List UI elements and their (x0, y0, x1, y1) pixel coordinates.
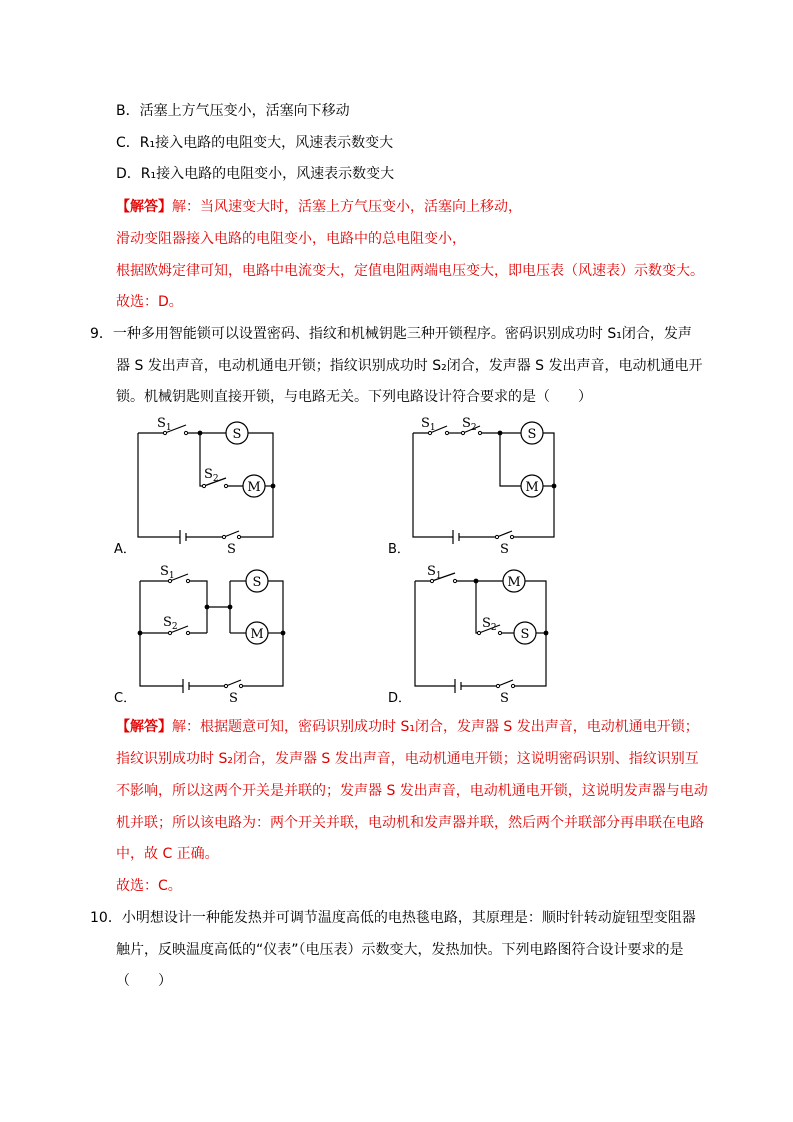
sounder-label: S (252, 575, 262, 590)
q9-answer-line-5: 中，故 C 正确。 (116, 846, 219, 862)
s1-label: $S_1$ (421, 416, 436, 433)
s2-label: $S_2$ (482, 616, 497, 633)
switch-label: S (500, 542, 509, 557)
option-label-c: C． (114, 691, 137, 706)
motor-label: M (247, 480, 261, 495)
q9-answer-line-3: 不影响，所以这两个开关是并联的；发声器 S 发出声音，电动机通电开锁，这说明发声器与电动 (116, 783, 708, 799)
s1-label: $S_1$ (427, 564, 442, 581)
q9-stem-line-2: 器 S 发出声音，电动机通电开锁；指纹识别成功时 S₂闭合，发声器 S 发出声音，电动机通电开 (116, 358, 703, 374)
q9-answer-line-1: 【解答】解：根据题意可知，密码识别成功时 S₁闭合，发声器 S 发出声音，电动机通电开锁； (116, 719, 699, 735)
option-label-a: A． (114, 542, 136, 557)
q8-answer-tag: 【解答】 (116, 199, 172, 215)
q8-option-c: C．R₁接入电路的电阻变大，风速表示数变大 (116, 135, 394, 151)
sounder-label: S (520, 627, 530, 642)
q8-answer-line-1: 【解答】解：当风速变大时，活塞上方气压变小，活塞向上移动， (116, 199, 522, 215)
q8-answer-line-2: 滑动变阻器接入电路的电阻变小，电路中的总电阻变小， (116, 231, 466, 247)
s2-label: $S_2$ (204, 467, 219, 484)
q9-stem-line-3: 锁。机械钥匙则直接开锁，与电路无关。下列电路设计符合要求的是（ ） (116, 389, 592, 405)
q10-stem-line-2: 触片，反映温度高低的“仪表”（电压表）示数变大，发热加快。下列电路图符合设计要求的是 (116, 942, 684, 958)
s2-label: $S_2$ (163, 615, 178, 632)
q9-choice: 故选：C。 (116, 878, 182, 894)
sounder-label: S (232, 427, 242, 442)
s1-label: $S_1$ (157, 416, 172, 433)
q9-answer-line-2: 指纹识别成功时 S₂闭合，发声器 S 发出声音，电动机通电开锁；这说明密码识别、指纹识别互 (116, 751, 699, 767)
q10-stem-line-1: 10．小明想设计一种能发热并可调节温度高低的电热毯电路，其原理是：顺时针转动旋钮型变阻器 (90, 910, 696, 926)
switch-label: S (500, 691, 509, 706)
motor-label: M (250, 627, 264, 642)
q8-answer-line-3: 根据欧姆定律可知，电路中电流变大，定值电阻两端电压变大，即电压表（风速表）示数变大。 (116, 263, 704, 279)
q8-option-b: B．活塞上方气压变小，活塞向下移动 (116, 103, 350, 119)
q9-answer-tag: 【解答】 (116, 719, 172, 735)
switch-label: S (229, 691, 238, 706)
s1-label: $S_1$ (160, 564, 175, 581)
motor-label: M (507, 575, 521, 590)
sounder-label: S (527, 427, 537, 442)
q10-stem-line-3: （ ） (116, 973, 172, 989)
motor-label: M (525, 480, 539, 495)
switch-label: S (227, 542, 236, 557)
q9-answer-line-4: 机并联；所以该电路为：两个开关并联，电动机和发声器并联，然后两个并联部分再串联在电路 (116, 815, 704, 831)
q8-choice: 故选：D。 (116, 294, 183, 310)
option-label-d: D． (388, 691, 412, 706)
option-label-b: B． (388, 542, 410, 557)
s2-label: $S_2$ (462, 416, 477, 433)
q9-stem-line-1: 9．一种多用智能锁可以设置密码、指纹和机械钥匙三种开锁程序。密码识别成功时 S₁闭合，发声 (90, 326, 692, 342)
q8-option-d: D．R₁接入电路的电阻变小，风速表示数变大 (116, 166, 395, 182)
